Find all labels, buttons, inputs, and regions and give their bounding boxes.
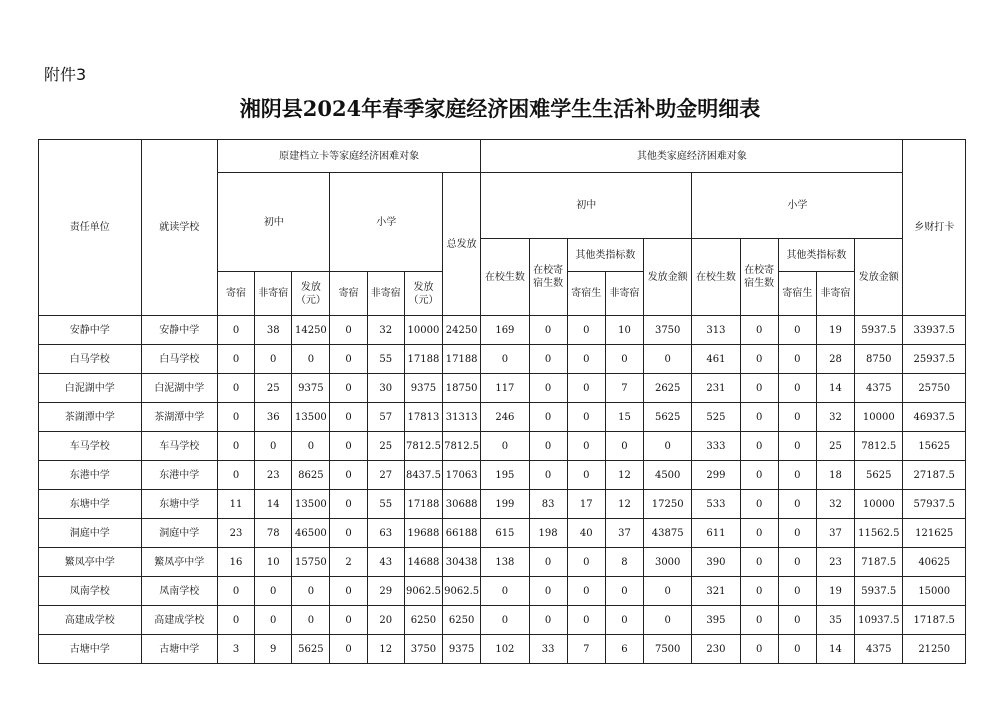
- table-cell: 14: [816, 635, 854, 664]
- table-cell: 138: [481, 548, 529, 577]
- table-cell: 15750: [292, 548, 330, 577]
- table-cell: 0: [330, 490, 367, 519]
- header-b-primary-boarder: 寄宿生: [778, 272, 816, 316]
- table-cell: 14: [255, 490, 292, 519]
- table-cell: 0: [292, 577, 330, 606]
- table-cell: 32: [367, 316, 404, 345]
- table-cell: 0: [330, 606, 367, 635]
- table-cell: 0: [529, 374, 567, 403]
- table-cell: 5625: [292, 635, 330, 664]
- table-cell: 0: [217, 345, 254, 374]
- table-cell: 0: [740, 577, 778, 606]
- header-b-primary-enrolled: 在校生数: [692, 239, 740, 316]
- table-cell: 0: [292, 345, 330, 374]
- table-cell: 0: [217, 606, 254, 635]
- header-school: 就读学校: [141, 140, 217, 316]
- table-cell: 395: [692, 606, 740, 635]
- cell-unit: 白马学校: [39, 345, 142, 374]
- table-cell: 9375: [404, 374, 442, 403]
- table-cell: 0: [778, 403, 816, 432]
- table-cell: 27: [367, 461, 404, 490]
- table-cell: 0: [740, 635, 778, 664]
- table-cell: 2: [330, 548, 367, 577]
- table-cell: 37: [816, 519, 854, 548]
- table-cell: 4375: [855, 374, 903, 403]
- cell-unit: 凤南学校: [39, 577, 142, 606]
- table-row: [39, 606, 966, 635]
- table-cell: 46937.5: [903, 403, 966, 432]
- table-cell: 0: [605, 606, 643, 635]
- cell-unit: 安静中学: [39, 316, 142, 345]
- table-cell: 299: [692, 461, 740, 490]
- table-cell: 10: [255, 548, 292, 577]
- table-cell: 0: [217, 403, 254, 432]
- cell-school: 白马学校: [141, 345, 217, 374]
- table-cell: 9062.5: [443, 577, 481, 606]
- table-cell: 246: [481, 403, 529, 432]
- table-cell: 121625: [903, 519, 966, 548]
- table-cell: 4375: [855, 635, 903, 664]
- table-cell: 43875: [644, 519, 692, 548]
- cell-school: 茶湖潭中学: [141, 403, 217, 432]
- header-a-primary-nonboarding: 非寄宿: [367, 272, 404, 316]
- table-cell: 0: [529, 461, 567, 490]
- header-a-junior: 初中: [217, 173, 330, 272]
- table-cell: 0: [740, 548, 778, 577]
- table-cell: 25937.5: [903, 345, 966, 374]
- table-cell: 7187.5: [855, 548, 903, 577]
- table-cell: 8750: [855, 345, 903, 374]
- table-cell: 0: [529, 432, 567, 461]
- table-cell: 0: [529, 577, 567, 606]
- table-row: [39, 403, 966, 432]
- table-cell: 17188: [404, 490, 442, 519]
- table-cell: 0: [567, 461, 605, 490]
- table-cell: 0: [778, 635, 816, 664]
- table-cell: 0: [644, 606, 692, 635]
- table-cell: 30688: [443, 490, 481, 519]
- table-cell: 32: [816, 490, 854, 519]
- table-cell: 10937.5: [855, 606, 903, 635]
- table-cell: 0: [330, 374, 367, 403]
- table-cell: 30438: [443, 548, 481, 577]
- table-cell: 9375: [443, 635, 481, 664]
- table-cell: 8: [605, 548, 643, 577]
- header-unit: 责任单位: [39, 140, 142, 316]
- cell-unit: 东塘中学: [39, 490, 142, 519]
- cell-school: 安静中学: [141, 316, 217, 345]
- table-cell: 0: [778, 519, 816, 548]
- table-cell: 611: [692, 519, 740, 548]
- header-group-b: 其他类家庭经济困难对象: [481, 140, 903, 173]
- header-total-pay: 总发放: [443, 173, 481, 316]
- table-cell: 19: [816, 316, 854, 345]
- cell-unit: 车马学校: [39, 432, 142, 461]
- cell-school: 洞庭中学: [141, 519, 217, 548]
- table-cell: 3000: [644, 548, 692, 577]
- table-cell: 27187.5: [903, 461, 966, 490]
- table-cell: 12: [605, 490, 643, 519]
- table-cell: 57: [367, 403, 404, 432]
- table-cell: 7500: [644, 635, 692, 664]
- table-cell: 0: [217, 316, 254, 345]
- cell-school: 凤南学校: [141, 577, 217, 606]
- table-cell: 0: [567, 606, 605, 635]
- table-cell: 18750: [443, 374, 481, 403]
- table-cell: 0: [740, 606, 778, 635]
- table-cell: 195: [481, 461, 529, 490]
- table-cell: 37: [605, 519, 643, 548]
- table-cell: 3750: [644, 316, 692, 345]
- table-cell: 0: [740, 403, 778, 432]
- table-cell: 17188: [404, 345, 442, 374]
- table-cell: 6250: [404, 606, 442, 635]
- table-cell: 10: [605, 316, 643, 345]
- table-cell: 6: [605, 635, 643, 664]
- table-cell: 199: [481, 490, 529, 519]
- table-cell: 0: [644, 345, 692, 374]
- table-cell: 0: [481, 606, 529, 635]
- table-cell: 0: [529, 403, 567, 432]
- table-cell: 461: [692, 345, 740, 374]
- table-cell: 23: [255, 461, 292, 490]
- table-cell: 0: [740, 519, 778, 548]
- table-cell: 0: [529, 606, 567, 635]
- table-cell: 33937.5: [903, 316, 966, 345]
- header-b-junior-pay-amount: 发放金额: [644, 239, 692, 316]
- table-cell: 0: [778, 577, 816, 606]
- table-cell: 13500: [292, 403, 330, 432]
- table-cell: 63: [367, 519, 404, 548]
- table-cell: 0: [778, 548, 816, 577]
- table-cell: 19: [816, 577, 854, 606]
- table-cell: 29: [367, 577, 404, 606]
- table-cell: 10000: [855, 403, 903, 432]
- table-cell: 25750: [903, 374, 966, 403]
- table-cell: 57937.5: [903, 490, 966, 519]
- table-row: [39, 635, 966, 664]
- cell-school: 鰵凤亭中学: [141, 548, 217, 577]
- table-cell: 12: [367, 635, 404, 664]
- table-cell: 0: [567, 432, 605, 461]
- table-cell: 8437.5: [404, 461, 442, 490]
- table-cell: 10000: [855, 490, 903, 519]
- table-cell: 0: [605, 432, 643, 461]
- table-cell: 0: [778, 461, 816, 490]
- header-b-primary-pay-amount: 发放金额: [855, 239, 903, 316]
- table-cell: 17187.5: [903, 606, 966, 635]
- table-cell: 78: [255, 519, 292, 548]
- table-row: [39, 316, 966, 345]
- table-cell: 0: [529, 316, 567, 345]
- table-cell: 2625: [644, 374, 692, 403]
- table-cell: 3750: [404, 635, 442, 664]
- table-cell: 0: [605, 345, 643, 374]
- header-b-junior-boarding-enrolled: 在校寄宿生数: [529, 239, 567, 316]
- header-b-primary-nonboarder: 非寄宿: [816, 272, 854, 316]
- table-cell: 46500: [292, 519, 330, 548]
- table-cell: 0: [567, 374, 605, 403]
- table-cell: 0: [217, 461, 254, 490]
- table-cell: 0: [605, 577, 643, 606]
- cell-unit: 高建成学校: [39, 606, 142, 635]
- table-cell: 102: [481, 635, 529, 664]
- table-cell: 0: [330, 577, 367, 606]
- cell-unit: 白泥湖中学: [39, 374, 142, 403]
- header-a-primary-boarding: 寄宿: [330, 272, 367, 316]
- header-a-junior-pay: 发放（元）: [292, 272, 330, 316]
- table-cell: 66188: [443, 519, 481, 548]
- table-cell: 0: [292, 606, 330, 635]
- table-cell: 0: [740, 345, 778, 374]
- header-a-primary-pay: 发放（元）: [404, 272, 442, 316]
- table-cell: 313: [692, 316, 740, 345]
- table-cell: 0: [567, 345, 605, 374]
- header-b-junior-enrolled: 在校生数: [481, 239, 529, 316]
- table-row: [39, 461, 966, 490]
- cell-school: 白泥湖中学: [141, 374, 217, 403]
- table-cell: 0: [567, 577, 605, 606]
- table-cell: 17188: [443, 345, 481, 374]
- table-cell: 0: [529, 345, 567, 374]
- table-cell: 0: [330, 519, 367, 548]
- table-cell: 333: [692, 432, 740, 461]
- table-cell: 0: [292, 432, 330, 461]
- table-row: [39, 577, 966, 606]
- table-cell: 169: [481, 316, 529, 345]
- cell-school: 东港中学: [141, 461, 217, 490]
- table-cell: 525: [692, 403, 740, 432]
- table-cell: 0: [330, 403, 367, 432]
- table-cell: 4500: [644, 461, 692, 490]
- table-cell: 7: [605, 374, 643, 403]
- table-cell: 9: [255, 635, 292, 664]
- table-cell: 0: [778, 606, 816, 635]
- table-cell: 0: [740, 490, 778, 519]
- table-cell: 55: [367, 490, 404, 519]
- table-cell: 17063: [443, 461, 481, 490]
- table-cell: 25: [367, 432, 404, 461]
- table-cell: 533: [692, 490, 740, 519]
- header-b-junior-boarder: 寄宿生: [567, 272, 605, 316]
- table-row: [39, 519, 966, 548]
- cell-unit: 东港中学: [39, 461, 142, 490]
- table-cell: 25: [255, 374, 292, 403]
- table-cell: 3: [217, 635, 254, 664]
- table-cell: 0: [778, 490, 816, 519]
- table-cell: 14688: [404, 548, 442, 577]
- table-cell: 0: [778, 345, 816, 374]
- table-cell: 0: [740, 316, 778, 345]
- table-cell: 83: [529, 490, 567, 519]
- table-row: [39, 490, 966, 519]
- header-b-primary-boarding-enrolled: 在校寄宿生数: [740, 239, 778, 316]
- table-cell: 0: [567, 548, 605, 577]
- table-cell: 15000: [903, 577, 966, 606]
- cell-unit: 古塘中学: [39, 635, 142, 664]
- table-cell: 18: [816, 461, 854, 490]
- header-card: 乡财打卡: [903, 140, 966, 316]
- table-cell: 17: [567, 490, 605, 519]
- table-cell: 24250: [443, 316, 481, 345]
- table-cell: 0: [255, 606, 292, 635]
- table-cell: 6250: [443, 606, 481, 635]
- table-cell: 0: [255, 577, 292, 606]
- header-b-junior-other-quota: 其他类指标数: [567, 239, 643, 272]
- table-cell: 21250: [903, 635, 966, 664]
- table-cell: 0: [330, 345, 367, 374]
- cell-school: 车马学校: [141, 432, 217, 461]
- cell-unit: 茶湖潭中学: [39, 403, 142, 432]
- cell-unit: 洞庭中学: [39, 519, 142, 548]
- table-cell: 117: [481, 374, 529, 403]
- table-cell: 5625: [644, 403, 692, 432]
- table-cell: 7812.5: [855, 432, 903, 461]
- table-cell: 15625: [903, 432, 966, 461]
- table-cell: 0: [644, 577, 692, 606]
- cell-school: 东塘中学: [141, 490, 217, 519]
- table-cell: 9375: [292, 374, 330, 403]
- header-b-primary-other-quota: 其他类指标数: [778, 239, 854, 272]
- table-cell: 0: [217, 374, 254, 403]
- table-cell: 615: [481, 519, 529, 548]
- table-cell: 15: [605, 403, 643, 432]
- table-row: [39, 345, 966, 374]
- table-row: [39, 432, 966, 461]
- subsidy-table: [38, 139, 966, 664]
- table-cell: 0: [330, 432, 367, 461]
- table-cell: 0: [644, 432, 692, 461]
- table-row: [39, 548, 966, 577]
- table-cell: 231: [692, 374, 740, 403]
- table-cell: 9062.5: [404, 577, 442, 606]
- table-cell: 0: [740, 432, 778, 461]
- table-cell: 0: [778, 316, 816, 345]
- table-cell: 0: [529, 548, 567, 577]
- header-b-primary: 小学: [692, 173, 903, 239]
- table-cell: 321: [692, 577, 740, 606]
- table-cell: 0: [778, 374, 816, 403]
- table-cell: 0: [778, 432, 816, 461]
- table-cell: 30: [367, 374, 404, 403]
- table-cell: 198: [529, 519, 567, 548]
- table-cell: 5937.5: [855, 316, 903, 345]
- header-b-junior: 初中: [481, 173, 692, 239]
- page-title: 湘阴县2024年春季家庭经济困难学生生活补助金明细表: [239, 96, 761, 121]
- table-cell: 7812.5: [404, 432, 442, 461]
- table-cell: 0: [255, 345, 292, 374]
- table-cell: 19688: [404, 519, 442, 548]
- table-cell: 7812.5: [443, 432, 481, 461]
- table-cell: 28: [816, 345, 854, 374]
- table-cell: 12: [605, 461, 643, 490]
- table-cell: 7: [567, 635, 605, 664]
- table-cell: 0: [330, 635, 367, 664]
- header-group-a: 原建档立卡等家庭经济困难对象: [217, 140, 480, 173]
- table-cell: 17250: [644, 490, 692, 519]
- cell-school: 高建成学校: [141, 606, 217, 635]
- table-cell: 0: [255, 432, 292, 461]
- table-cell: 5937.5: [855, 577, 903, 606]
- table-row: [39, 374, 966, 403]
- table-cell: 23: [217, 519, 254, 548]
- table-cell: 0: [330, 316, 367, 345]
- header-b-junior-nonboarder: 非寄宿: [605, 272, 643, 316]
- table-cell: 230: [692, 635, 740, 664]
- cell-unit: 鰵凤亭中学: [39, 548, 142, 577]
- table-cell: 10000: [404, 316, 442, 345]
- table-cell: 14250: [292, 316, 330, 345]
- table-cell: 40: [567, 519, 605, 548]
- table-cell: 0: [481, 577, 529, 606]
- table-cell: 0: [481, 345, 529, 374]
- table-cell: 0: [567, 316, 605, 345]
- table-cell: 33: [529, 635, 567, 664]
- table-cell: 16: [217, 548, 254, 577]
- annex-label: 附件3: [44, 65, 87, 84]
- table-cell: 0: [330, 461, 367, 490]
- table-cell: 11: [217, 490, 254, 519]
- table-cell: 55: [367, 345, 404, 374]
- table-cell: 43: [367, 548, 404, 577]
- table-cell: 5625: [855, 461, 903, 490]
- table-cell: 14: [816, 374, 854, 403]
- table-cell: 35: [816, 606, 854, 635]
- table-cell: 31313: [443, 403, 481, 432]
- table-cell: 0: [481, 432, 529, 461]
- table-cell: 23: [816, 548, 854, 577]
- table-cell: 8625: [292, 461, 330, 490]
- table-cell: 11562.5: [855, 519, 903, 548]
- table-cell: 32: [816, 403, 854, 432]
- header-a-junior-nonboarding: 非寄宿: [255, 272, 292, 316]
- header-a-junior-boarding: 寄宿: [217, 272, 254, 316]
- table-cell: 0: [217, 577, 254, 606]
- table-cell: 13500: [292, 490, 330, 519]
- table-cell: 38: [255, 316, 292, 345]
- table-cell: 0: [567, 403, 605, 432]
- table-cell: 40625: [903, 548, 966, 577]
- header-a-primary: 小学: [330, 173, 443, 272]
- table-cell: 36: [255, 403, 292, 432]
- table-cell: 17813: [404, 403, 442, 432]
- cell-school: 古塘中学: [141, 635, 217, 664]
- table-cell: 0: [740, 461, 778, 490]
- table-cell: 390: [692, 548, 740, 577]
- table-cell: 0: [217, 432, 254, 461]
- table-cell: 0: [740, 374, 778, 403]
- table-cell: 25: [816, 432, 854, 461]
- table-cell: 20: [367, 606, 404, 635]
